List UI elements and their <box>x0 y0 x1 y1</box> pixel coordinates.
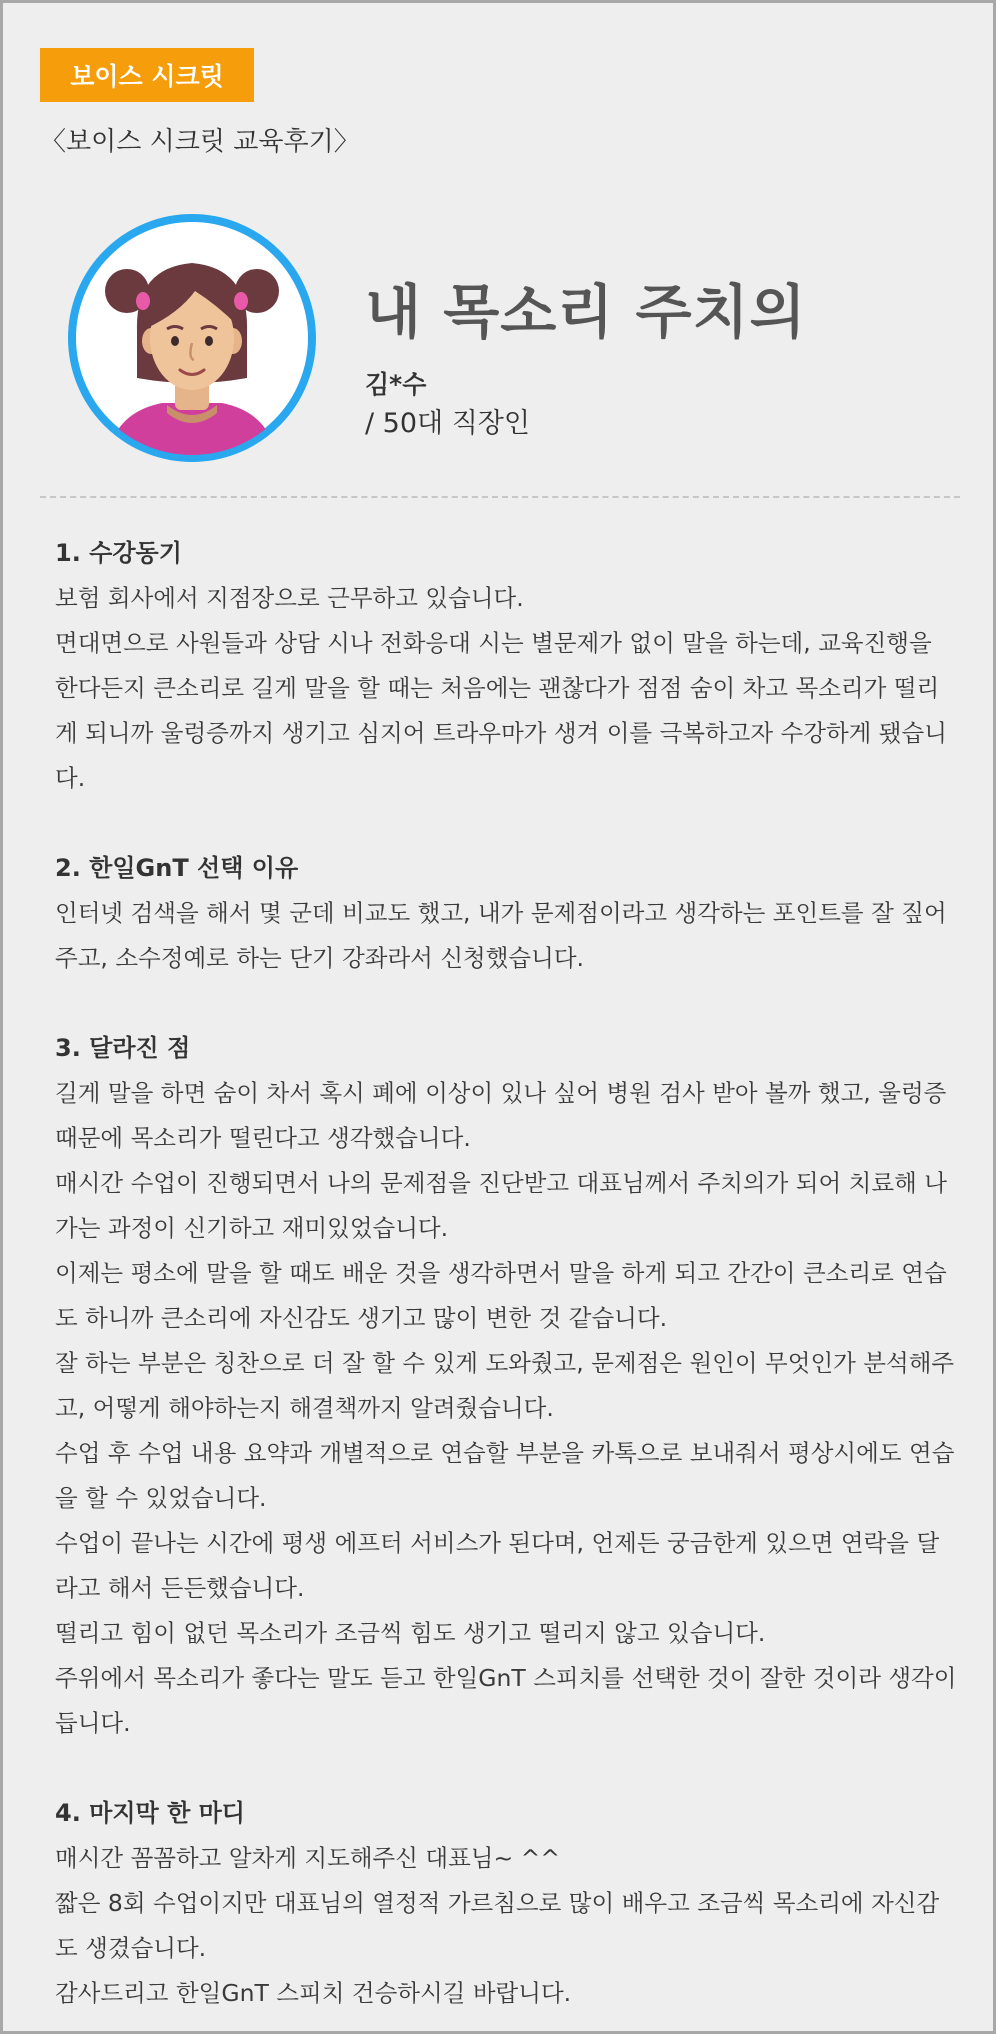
section-title: 3. 달라진 점 <box>55 1034 191 1062</box>
paragraph: 보험 회사에서 지점장으로 근무하고 있습니다. <box>55 584 524 612</box>
section-changes <box>55 1026 960 1746</box>
section-final-words <box>55 1791 960 2016</box>
review-body <box>55 531 960 2016</box>
paragraph: 이제는 평소에 말을 할 때도 배운 것을 생각하면서 말을 하게 되고 간간이 큰소리로 연습도 하니까 큰소리에 자신감도 생기고 많이 변한 것 같습니다. <box>55 1259 947 1332</box>
paragraph: 떨리고 힘이 없던 목소리가 조금씩 힘도 생기고 떨리지 않고 있습니다. <box>55 1619 766 1647</box>
paragraph: 수업이 끝나는 시간에 평생 에프터 서비스가 된다며, 언제든 궁금한게 있으면 연락을 달라고 해서 든든했습니다. <box>55 1529 940 1602</box>
girl-avatar-icon <box>67 213 317 463</box>
section-title: 1. 수강동기 <box>55 539 182 567</box>
category-tag: 보이스 시크릿 <box>40 48 254 102</box>
section-title: 4. 마지막 한 마디 <box>55 1799 245 1827</box>
section-reason <box>55 846 960 981</box>
paragraph: 매시간 꼼꼼하고 알차게 지도해주신 대표님~ ^^ <box>55 1844 561 1872</box>
paragraph: 인터넷 검색을 해서 몇 군데 비교도 했고, 내가 문제점이라고 생각하는 포인트를 잘 짚어주고, 소수정예로 하는 단기 강좌라서 신청했습니다. <box>55 899 947 972</box>
page-subtitle: 〈보이스 시크릿 교육후기〉 <box>40 127 360 157</box>
paragraph: 잘 하는 부분은 칭찬으로 더 잘 할 수 있게 도와줬고, 문제점은 원인이 무엇인가 분석해주고, 어떻게 해야하는지 해결책까지 알려줬습니다. <box>55 1349 955 1422</box>
paragraph: 짧은 8회 수업이지만 대표님의 열정적 가르침으로 많이 배우고 조금씩 목소리에 자신감도 생겼습니다. <box>55 1889 940 1962</box>
review-headline: 내 목소리 주치의 <box>365 278 807 346</box>
author-description: / 50대 직장인 <box>365 408 530 439</box>
paragraph: 면대면으로 사원들과 상담 시나 전화응대 시는 별문제가 없이 말을 하는데, 교육진행을 한다든지 큰소리로 길게 말을 할 때는 처음에는 괜찮다가 점점 숨이 차고 목소리가 떨리게 되니까 울렁증까지 생기고 심지어 트라우마가 생겨 이를 극복하고자 수강하게 됐습니다. <box>55 629 947 792</box>
paragraph: 매시간 수업이 진행되면서 나의 문제점을 진단받고 대표님께서 주치의가 되어 치료해 나가는 과정이 신기하고 재미있었습니다. <box>55 1169 947 1242</box>
section-motivation <box>55 531 960 801</box>
paragraph: 수업 후 수업 내용 요약과 개별적으로 연습할 부분을 카톡으로 보내줘서 평상시에도 연습을 할 수 있었습니다. <box>55 1439 955 1512</box>
paragraph: 길게 말을 하면 숨이 차서 혹시 폐에 이상이 있나 싶어 병원 검사 받아 볼까 했고, 울렁증 때문에 목소리가 떨린다고 생각했습니다. <box>55 1079 947 1152</box>
section-title: 2. 한일GnT 선택 이유 <box>55 854 299 882</box>
divider <box>40 496 960 498</box>
author-name: 김*수 <box>365 370 427 399</box>
paragraph: 주위에서 목소리가 좋다는 말도 듣고 한일GnT 스피치를 선택한 것이 잘한 것이라 생각이 듭니다. <box>55 1664 957 1737</box>
paragraph: 감사드리고 한일GnT 스피치 건승하시길 바랍니다. <box>55 1979 572 2007</box>
